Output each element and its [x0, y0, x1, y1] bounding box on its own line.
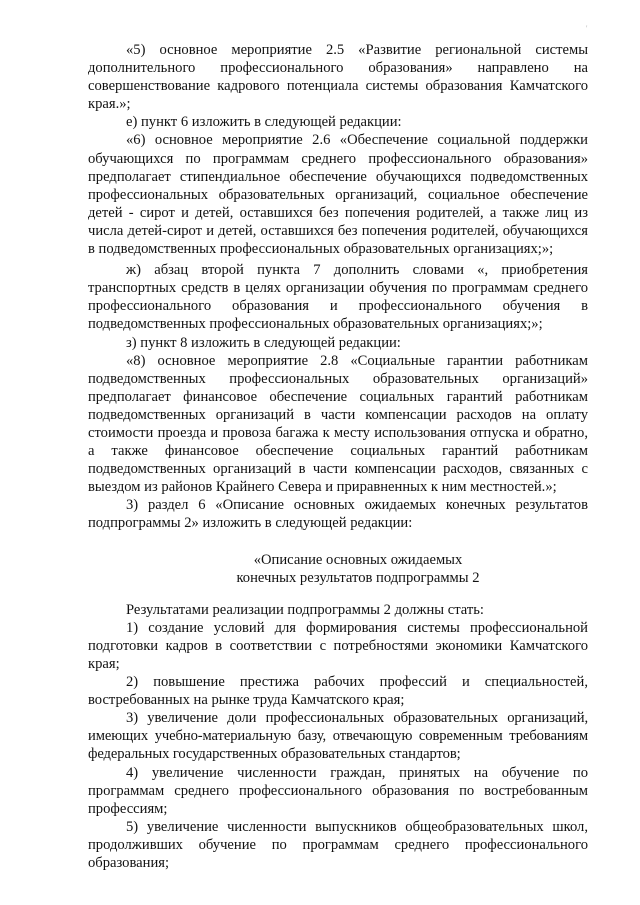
- result-item-4: 4) увеличение численности граждан, принятых на обучение по программам среднего профессионального образования по востребованным профессиям;: [88, 764, 588, 817]
- paragraph-point-6-intro: е) пункт 6 изложить в следующей редакции:: [126, 114, 402, 131]
- results-intro: Результатами реализации подпрограммы 2 должны стать:: [126, 601, 484, 618]
- paragraph-point-7-addition: ж) абзац второй пункта 7 дополнить словами «, приобретения транспортных средств в целях организации обучения по программам среднего профессионального образования и профессионального обучения в подведомственных профессиональных образовательных организациях;»;: [88, 262, 588, 333]
- result-item-3: 3) увеличение доли профессиональных образовательных организаций, имеющих учебно-материальную базу, отвечающую современным требованиям федеральных государственных образовательных стандартов;: [88, 710, 588, 763]
- section-heading-line-2: конечных результатов подпрограммы 2: [236, 569, 480, 586]
- paragraph-item-6: «6) основное мероприятие 2.6 «Обеспечение социальной поддержки обучающихся по программам среднего профессионального образования» предполагает стипендиальное обеспечение обучающихся подведомственных профессиональных образовательных организаций, социальное обеспечение детей - сирот и детей, оставшихся без попечения родителей, а также лиц из числа детей-сирот и детей, оставшихся без попечения родителей, обучающихся в подведомственных профессиональных образовательных организациях;»;: [88, 132, 588, 258]
- paragraph-item-5: «5) основное мероприятие 2.5 «Развитие региональной системы дополнительного профессионального образования» направлено на совершенствование кадрового потенциала системы образования Камчатского края.»;: [88, 42, 588, 113]
- result-item-1: 1) создание условий для формирования системы профессиональной подготовки кадров в соответствии с потребностями экономики Камчатского края;: [88, 619, 588, 672]
- paragraph-section-6-intro: 3) раздел 6 «Описание основных ожидаемых конечных результатов подпрограммы 2» изложить в следующей редакции:: [88, 497, 588, 532]
- section-heading: [88, 551, 588, 587]
- section-heading-line-1: «Описание основных ожидаемых: [253, 551, 463, 568]
- paragraph-point-8-intro: з) пункт 8 изложить в следующей редакции:: [126, 334, 401, 351]
- result-item-5: 5) увеличение численности выпускников общеобразовательных школ, продолживших обучение по программам среднего профессионального образования;: [88, 818, 588, 872]
- scan-mark: ': [586, 24, 588, 33]
- document-body: [88, 41, 588, 872]
- result-item-2: 2) повышение престижа рабочих профессий и специальностей, востребованных на рынке труда Камчатского края;: [88, 674, 588, 709]
- paragraph-item-8: «8) основное мероприятие 2.8 «Социальные гарантии работникам подведомственных профессиональных образовательных организаций» предполагает финансовое обеспечение социальных гарантий работникам подведомственных организаций в части компенсации расходов на оплату стоимости проезда и провоза багажа к месту использования отпуска и обратно, а также финансовое обеспечение социальных гарантий работникам подведомственных организаций в части компенсации расходов, связанных с выездом из районов Крайнего Севера и приравненных к ним местностей.»;: [88, 352, 588, 496]
